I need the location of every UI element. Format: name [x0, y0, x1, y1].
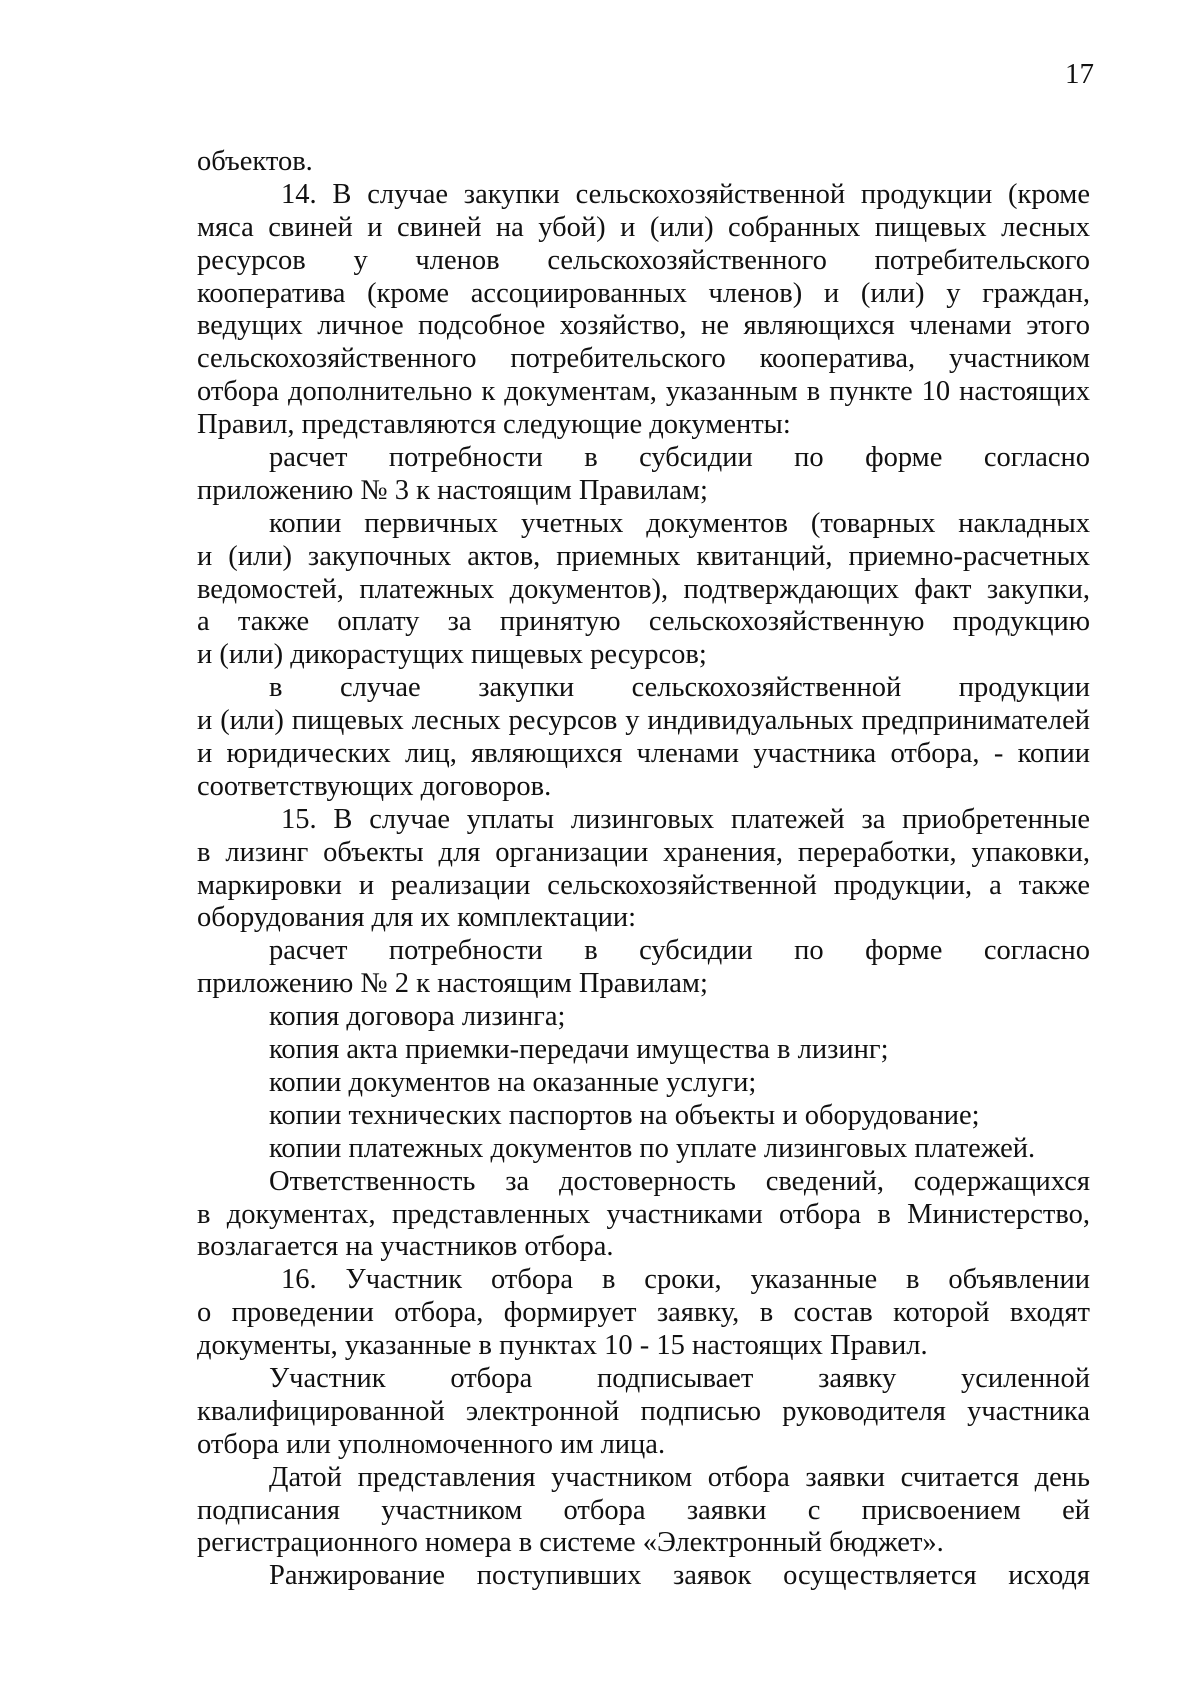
- text-line: квалифицированной электронной подписью руководителя участника: [197, 1395, 1090, 1427]
- text-line: 14. В случае закупки сельскохозяйственной продукции (кроме: [281, 178, 1090, 210]
- text-line: мяса свиней и свиней на убой) и (или) собранных пищевых лесных: [197, 211, 1090, 243]
- text-line: и юридических лиц, являющихся членами участника отбора, - копии: [197, 738, 1090, 770]
- text-line: оборудования для их комплектации:: [197, 902, 636, 934]
- text-line: сельскохозяйственного потребительского кооператива, участником: [197, 343, 1090, 375]
- text-line: Правил, представляются следующие документы:: [197, 409, 791, 441]
- text-line: и (или) дикорастущих пищевых ресурсов;: [197, 639, 707, 671]
- text-line: возлагается на участников отбора.: [197, 1231, 614, 1263]
- text-line: 15. В случае уплаты лизинговых платежей за приобретенные: [281, 803, 1090, 835]
- text-line: а также оплату за принятую сельскохозяйственную продукцию: [197, 606, 1090, 638]
- text-line: Ответственность за достоверность сведений, содержащихся: [269, 1165, 1090, 1197]
- text-line: соответствующих договоров.: [197, 770, 552, 802]
- text-line: в лизинг объекты для организации хранения, переработки, упаковки,: [197, 836, 1090, 868]
- text-line: кооператива (кроме ассоциированных членов) и (или) у граждан,: [197, 277, 1090, 309]
- text-line: маркировки и реализации сельскохозяйственной продукции, а также: [197, 869, 1090, 901]
- text-line: Участник отбора подписывает заявку усиленной: [269, 1362, 1090, 1394]
- text-line: 16. Участник отбора в сроки, указанные в объявлении: [281, 1264, 1090, 1296]
- text-line: отбора дополнительно к документам, указанным в пункте 10 настоящих: [197, 376, 1090, 408]
- text-line: копии технических паспортов на объекты и оборудование;: [269, 1099, 980, 1131]
- text-line: регистрационного номера в системе «Электронный бюджет».: [197, 1527, 944, 1559]
- text-line: расчет потребности в субсидии по форме согласно: [269, 442, 1090, 474]
- text-line: документы, указанные в пунктах 10 - 15 настоящих Правил.: [197, 1330, 928, 1362]
- text-line: отбора или уполномоченного им лица.: [197, 1428, 666, 1460]
- text-line: и (или) закупочных актов, приемных квитанций, приемно-расчетных: [197, 540, 1090, 572]
- text-line: приложению № 2 к настоящим Правилам;: [197, 968, 708, 1000]
- text-line: копия договора лизинга;: [269, 1001, 566, 1033]
- body-text: [197, 146, 1090, 1593]
- text-line: Датой представления участником отбора заявки считается день: [269, 1461, 1090, 1493]
- text-line: копии документов на оказанные услуги;: [269, 1066, 757, 1098]
- text-line: приложению № 3 к настоящим Правилам;: [197, 474, 708, 506]
- text-line: в случае закупки сельскохозяйственной продукции: [269, 672, 1090, 704]
- page-number: 17: [1065, 58, 1094, 90]
- text-line: расчет потребности в субсидии по форме согласно: [269, 935, 1090, 967]
- text-line: в документах, представленных участниками отбора в Министерство,: [197, 1198, 1090, 1230]
- text-line: ресурсов у членов сельскохозяйственного потребительского: [197, 244, 1090, 276]
- text-line: ведущих личное подсобное хозяйство, не являющихся членами этого: [197, 310, 1090, 342]
- text-line: подписания участником отбора заявки с присвоением ей: [197, 1494, 1090, 1526]
- text-line: копии платежных документов по уплате лизинговых платежей.: [269, 1132, 1036, 1164]
- text-line: и (или) пищевых лесных ресурсов у индивидуальных предпринимателей: [197, 705, 1090, 737]
- text-line: о проведении отбора, формирует заявку, в состав которой входят: [197, 1297, 1090, 1329]
- text-line: копии первичных учетных документов (товарных накладных: [269, 507, 1090, 539]
- text-line: Ранжирование поступивших заявок осуществляется исходя: [269, 1560, 1090, 1592]
- text-line: объектов.: [197, 146, 313, 177]
- text-line: ведомостей, платежных документов), подтверждающих факт закупки,: [197, 573, 1090, 605]
- text-line: копия акта приемки-передачи имущества в лизинг;: [269, 1034, 889, 1066]
